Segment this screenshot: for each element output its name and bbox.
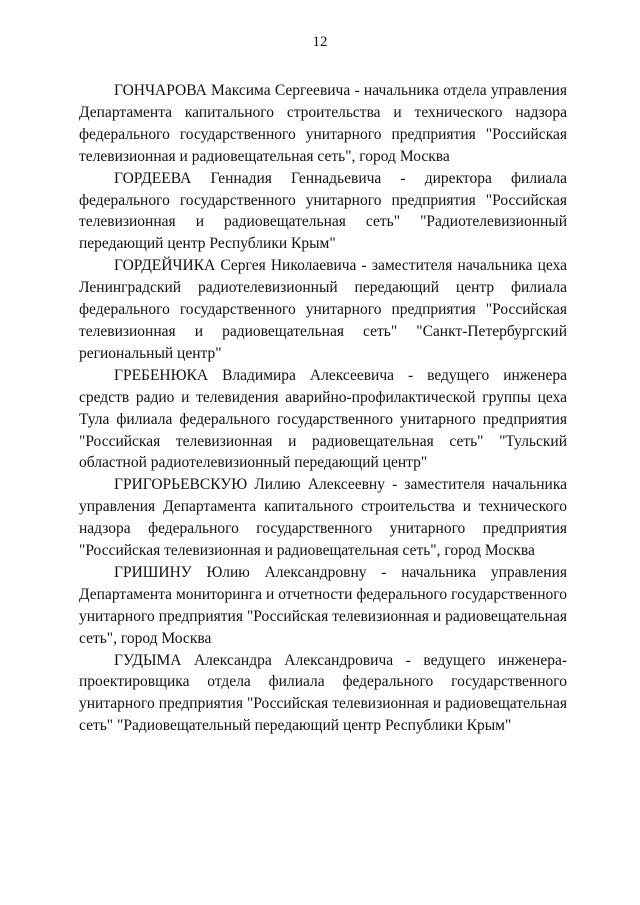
award-entry-goncharova: ГОНЧАРОВА Максима Сергеевича - начальника отдела управления Департамента капитального строительства и технического надзора федерального государственного унитарного предприятия "Российская телевизионная и радиовещательная сеть", город Москва — [79, 82, 567, 165]
award-entry-grebenyuk: ГРЕБЕНЮКА Владимира Алексеевича - ведущего инженера средств радио и телевидения аварийно-профилактической группы цеха Тула филиала федерального государственного унитарного предприятия "Российская телевизионная и радиовещательная сеть" "Тульский областной радиотелевизионный передающий центр" — [79, 366, 567, 472]
award-entry-gordeev: ГОРДЕЕВА Геннадия Геннадьевича - директора филиала федерального государственного унитарного предприятия "Российская телевизионная и радиовещательная сеть" "Радиотелевизионный передающий центр Республики Крым" — [79, 169, 567, 253]
award-entry-gudym: ГУДЫМА Александра Александровича - ведущего инженера-проектировщика отдела филиала федерального государственного унитарного предприятия "Российская телевизионная и радиовещательная сеть" "Радиовещательный передающий центр Республики Крым" — [79, 651, 567, 735]
award-list — [79, 80, 567, 737]
award-entry-grishina: ГРИШИНУ Юлию Александровну - начальника управления Департамента мониторинга и отчетности федерального государственного унитарного предприятия "Российская телевизионная и радиовещательная сеть", город Москва — [79, 563, 567, 647]
award-entry-grigorevskaya: ГРИГОРЬЕВСКУЮ Лилию Алексеевну - заместителя начальника управления Департамента капитального строительства и технического надзора федерального государственного унитарного предприятия "Российская телевизионная и радиовещательная сеть", город Москва — [79, 476, 567, 560]
award-entry-gordeychik: ГОРДЕЙЧИКА Сергея Николаевича - заместителя начальника цеха Ленинградский радиотелевизионный передающий центр филиала федерального государственного унитарного предприятия "Российская телевизионная и радиовещательная сеть" "Санкт-Петербургский региональный центр" — [79, 257, 567, 362]
page-number: 12 — [312, 34, 328, 50]
